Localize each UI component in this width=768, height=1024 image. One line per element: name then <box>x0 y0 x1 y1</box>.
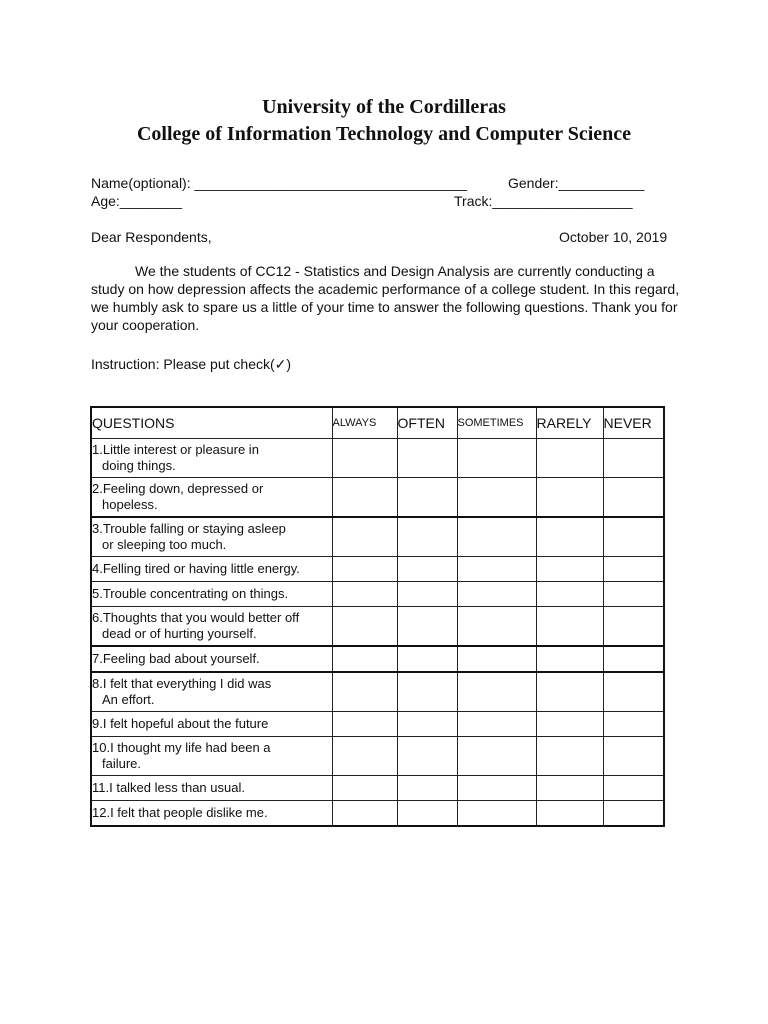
question-line-2: hopeless. <box>102 497 158 512</box>
answer-cell-often[interactable] <box>397 582 457 607</box>
table-row <box>91 517 664 557</box>
answer-cell-always[interactable] <box>332 557 397 582</box>
answer-cell-rarely[interactable] <box>536 712 603 737</box>
university-title: University of the Cordilleras <box>262 96 506 118</box>
track-field[interactable]: Track:__________________ <box>454 193 633 209</box>
college-title: College of Information Technology and Computer Science <box>136 123 632 145</box>
salutation: Dear Respondents, <box>91 229 212 245</box>
answer-cell-often[interactable] <box>397 646 457 672</box>
question-line-2: An effort. <box>102 692 155 707</box>
answer-cell-always[interactable] <box>332 776 397 801</box>
letter-body-text: We the students of CC12 - Statistics and Design Analysis are currently conducting a study on how depression affects the academic performance of a college student. In this regard, we humbly ask to spare us a little of your time to answer the following questions. Thank you for your cooperation. <box>91 263 680 333</box>
table-row <box>91 737 664 776</box>
answer-cell-sometimes[interactable] <box>457 712 536 737</box>
answer-cell-rarely[interactable] <box>536 478 603 518</box>
question-text <box>91 672 332 712</box>
table-row <box>91 801 664 827</box>
answer-cell-rarely[interactable] <box>536 801 603 827</box>
answer-cell-sometimes[interactable] <box>457 478 536 518</box>
questionnaire-table <box>90 406 665 827</box>
answer-cell-sometimes[interactable] <box>457 646 536 672</box>
answer-cell-sometimes[interactable] <box>457 737 536 776</box>
answer-cell-always[interactable] <box>332 607 397 647</box>
answer-cell-rarely[interactable] <box>536 672 603 712</box>
letter-body <box>91 262 681 334</box>
question-line-1: 1.Little interest or pleasure in <box>92 442 259 457</box>
answer-cell-often[interactable] <box>397 478 457 518</box>
answer-cell-sometimes[interactable] <box>457 801 536 827</box>
question-line-2: failure. <box>102 756 142 771</box>
answer-cell-never[interactable] <box>603 607 664 647</box>
answer-cell-rarely[interactable] <box>536 776 603 801</box>
question-line-1: 10.I thought my life had been a <box>92 740 271 755</box>
instruction: Instruction: Please put check(✓) <box>91 356 292 372</box>
answer-cell-often[interactable] <box>397 672 457 712</box>
answer-cell-often[interactable] <box>397 439 457 478</box>
question-line-1: 7.Feeling bad about yourself. <box>92 651 260 666</box>
answer-cell-always[interactable] <box>332 517 397 557</box>
answer-cell-sometimes[interactable] <box>457 439 536 478</box>
question-text <box>91 801 332 827</box>
answer-cell-always[interactable] <box>332 646 397 672</box>
question-text <box>91 517 332 557</box>
question-line-1: 3.Trouble falling or staying asleep <box>92 521 286 536</box>
question-text <box>91 557 332 582</box>
question-line-1: 5.Trouble concentrating on things. <box>92 586 289 601</box>
answer-cell-rarely[interactable] <box>536 607 603 647</box>
answer-cell-never[interactable] <box>603 439 664 478</box>
answer-cell-always[interactable] <box>332 801 397 827</box>
answer-cell-sometimes[interactable] <box>457 672 536 712</box>
answer-cell-never[interactable] <box>603 712 664 737</box>
answer-cell-rarely[interactable] <box>536 646 603 672</box>
question-line-2: dead or of hurting yourself. <box>102 626 257 641</box>
table-row <box>91 776 664 801</box>
table-row <box>91 607 664 647</box>
question-text <box>91 737 332 776</box>
table-header-row <box>91 407 664 439</box>
answer-cell-sometimes[interactable] <box>457 517 536 557</box>
question-text <box>91 776 332 801</box>
header-often: OFTEN <box>397 407 457 439</box>
age-field[interactable]: Age:________ <box>91 193 183 209</box>
answer-cell-rarely[interactable] <box>536 439 603 478</box>
table-row <box>91 557 664 582</box>
answer-cell-often[interactable] <box>397 557 457 582</box>
answer-cell-always[interactable] <box>332 712 397 737</box>
table-row <box>91 478 664 518</box>
answer-cell-often[interactable] <box>397 801 457 827</box>
table-row <box>91 712 664 737</box>
question-line-1: 4.Felling tired or having little energy. <box>92 561 300 576</box>
question-line-1: 9.I felt hopeful about the future <box>92 716 269 731</box>
answer-cell-rarely[interactable] <box>536 582 603 607</box>
answer-cell-rarely[interactable] <box>536 557 603 582</box>
answer-cell-sometimes[interactable] <box>457 582 536 607</box>
answer-cell-never[interactable] <box>603 517 664 557</box>
question-line-1: 11.I talked less than usual. <box>92 780 245 795</box>
question-line-2: or sleeping too much. <box>102 537 227 552</box>
answer-cell-rarely[interactable] <box>536 517 603 557</box>
answer-cell-never[interactable] <box>603 557 664 582</box>
question-line-2: doing things. <box>102 458 176 473</box>
question-line-1: 2.Feeling down, depressed or <box>92 481 264 496</box>
gender-field[interactable]: Gender:___________ <box>508 175 645 191</box>
answer-cell-always[interactable] <box>332 478 397 518</box>
question-text <box>91 607 332 647</box>
answer-cell-always[interactable] <box>332 582 397 607</box>
question-line-1: 6.Thoughts that you would better off <box>92 610 300 625</box>
table-row <box>91 672 664 712</box>
answer-cell-often[interactable] <box>397 607 457 647</box>
answer-cell-never[interactable] <box>603 582 664 607</box>
question-line-1: 8.I felt that everything I did was <box>92 676 272 691</box>
name-field[interactable]: Name(optional): ___________________________________ <box>91 175 468 191</box>
answer-cell-never[interactable] <box>603 646 664 672</box>
table-row <box>91 646 664 672</box>
answer-cell-always[interactable] <box>332 439 397 478</box>
answer-cell-sometimes[interactable] <box>457 557 536 582</box>
question-text <box>91 478 332 518</box>
table-row <box>91 439 664 478</box>
answer-cell-sometimes[interactable] <box>457 776 536 801</box>
header-rarely: RARELY <box>536 407 603 439</box>
question-text <box>91 582 332 607</box>
answer-cell-never[interactable] <box>603 478 664 518</box>
header-questions: QUESTIONS <box>91 407 332 439</box>
answer-cell-never[interactable] <box>603 801 664 827</box>
header-always: ALWAYS <box>332 407 397 439</box>
answer-cell-never[interactable] <box>603 737 664 776</box>
question-line-1: 12.I felt that people dislike me. <box>92 805 268 820</box>
answer-cell-often[interactable] <box>397 712 457 737</box>
question-text <box>91 439 332 478</box>
answer-cell-always[interactable] <box>332 737 397 776</box>
answer-cell-often[interactable] <box>397 517 457 557</box>
answer-cell-often[interactable] <box>397 776 457 801</box>
question-text <box>91 646 332 672</box>
letter-date: October 10, 2019 <box>559 229 668 245</box>
table-row <box>91 582 664 607</box>
question-text <box>91 712 332 737</box>
answer-cell-often[interactable] <box>397 737 457 776</box>
header-sometimes: SOMETIMES <box>457 407 536 439</box>
answer-cell-always[interactable] <box>332 672 397 712</box>
header-never: NEVER <box>603 407 664 439</box>
answer-cell-never[interactable] <box>603 776 664 801</box>
answer-cell-never[interactable] <box>603 672 664 712</box>
answer-cell-rarely[interactable] <box>536 737 603 776</box>
answer-cell-sometimes[interactable] <box>457 607 536 647</box>
